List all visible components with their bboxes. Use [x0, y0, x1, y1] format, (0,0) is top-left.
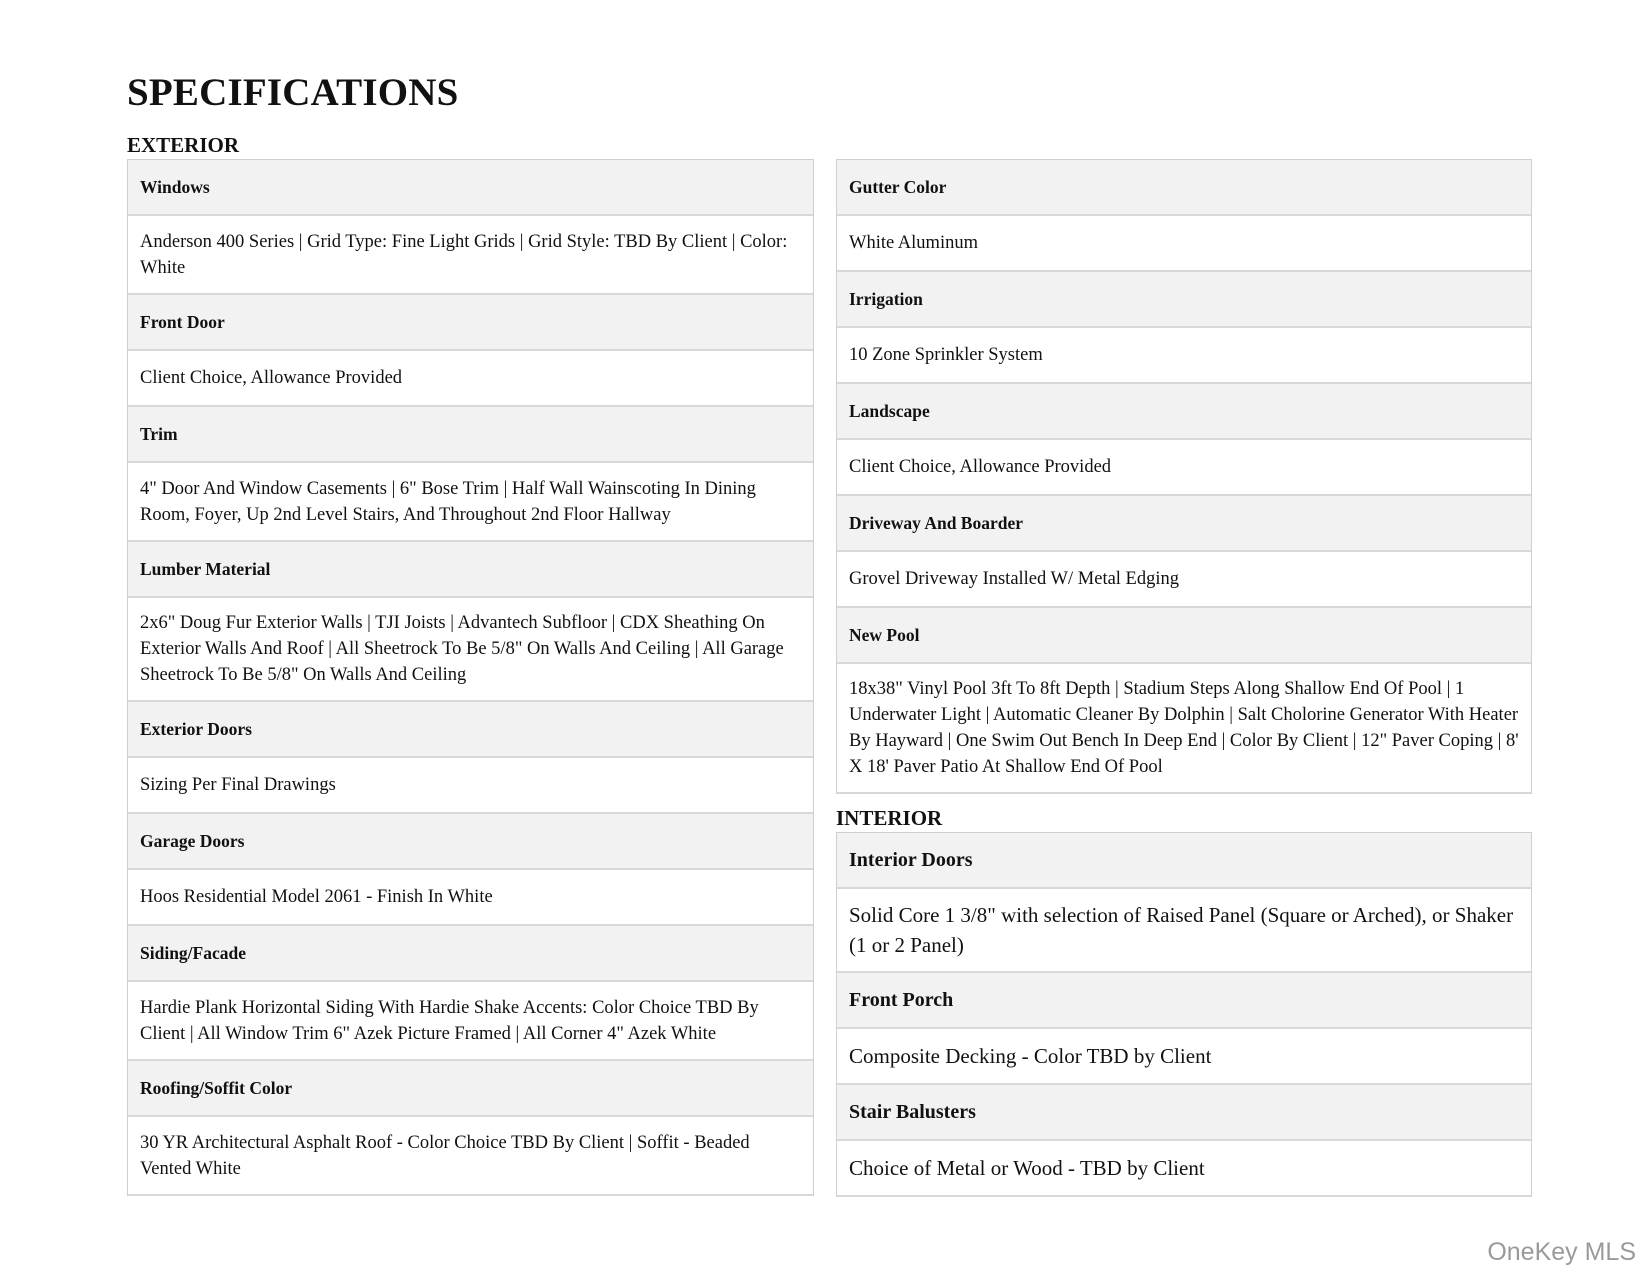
spec-value-siding-facade: Hardie Plank Horizontal Siding With Hardie Shake Accents: Color Choice TBD By Client | All Window Trim 6" Azek Picture Framed | All Corner 4" Azek White	[128, 982, 813, 1061]
watermark-logo: OneKey MLS	[1487, 1238, 1636, 1266]
spec-label-gutter-color: Gutter Color	[837, 160, 1531, 216]
spec-value-trim: 4" Door And Window Casements | 6" Bose Trim | Half Wall Wainscoting In Dining Room, Foyer, Up 2nd Level Stairs, And Throughout 2nd Floor Hallway	[128, 463, 813, 542]
spec-value-front-door: Client Choice, Allowance Provided	[128, 351, 813, 407]
spec-value-lumber-material: 2x6" Doug Fur Exterior Walls | TJI Joists | Advantech Subfloor | CDX Sheathing On Exterior Walls And Roof | All Sheetrock To Be 5/8" On Walls And Ceiling | All Garage Sheetrock To Be 5/8" On Walls And Ceiling	[128, 598, 813, 702]
spec-label-driveway-and-boarder: Driveway And Boarder	[837, 496, 1531, 552]
spec-label-lumber-material: Lumber Material	[128, 542, 813, 598]
spec-label-landscape: Landscape	[837, 384, 1531, 440]
spec-label-roofing-soffit-color: Roofing/Soffit Color	[128, 1061, 813, 1117]
interior-table	[836, 832, 1532, 1197]
spec-label-garage-doors: Garage Doors	[128, 814, 813, 870]
spec-label-siding-facade: Siding/Facade	[128, 926, 813, 982]
spec-value-stair-balusters: Choice of Metal or Wood - TBD by Client	[837, 1141, 1531, 1197]
exterior-heading: EXTERIOR	[127, 133, 240, 157]
spec-label-front-door: Front Door	[128, 295, 813, 351]
spec-value-exterior-doors: Sizing Per Final Drawings	[128, 758, 813, 814]
spec-label-front-porch: Front Porch	[837, 973, 1531, 1029]
spec-value-garage-doors: Hoos Residential Model 2061 - Finish In White	[128, 870, 813, 926]
spec-value-driveway-and-boarder: Grovel Driveway Installed W/ Metal Edging	[837, 552, 1531, 608]
spec-value-irrigation: 10 Zone Sprinkler System	[837, 328, 1531, 384]
spec-value-interior-doors: Solid Core 1 3/8" with selection of Raised Panel (Square or Arched), or Shaker (1 or 2 Panel)	[837, 889, 1531, 973]
spec-label-interior-doors: Interior Doors	[837, 833, 1531, 889]
spec-label-trim: Trim	[128, 407, 813, 463]
spec-label-stair-balusters: Stair Balusters	[837, 1085, 1531, 1141]
interior-heading: INTERIOR	[836, 806, 943, 830]
spec-label-irrigation: Irrigation	[837, 272, 1531, 328]
spec-label-exterior-doors: Exterior Doors	[128, 702, 813, 758]
exterior-right-table	[836, 159, 1532, 794]
spec-value-new-pool: 18x38" Vinyl Pool 3ft To 8ft Depth | Stadium Steps Along Shallow End Of Pool | 1 Underwater Light | Automatic Cleaner By Dolphin | Salt Cholorine Generator With Heater By Hayward | One Swim Out Bench In Deep End | Color By Client | 12" Paver Coping | 8' X 18' Paver Patio At Shallow End Of Pool	[837, 664, 1531, 794]
spec-value-gutter-color: White Aluminum	[837, 216, 1531, 272]
spec-value-roofing-soffit-color: 30 YR Architectural Asphalt Roof - Color Choice TBD By Client | Soffit - Beaded Vented White	[128, 1117, 813, 1196]
spec-value-front-porch: Composite Decking - Color TBD by Client	[837, 1029, 1531, 1085]
spec-label-windows: Windows	[128, 160, 813, 216]
spec-value-windows: Anderson 400 Series | Grid Type: Fine Light Grids | Grid Style: TBD By Client | Color: White	[128, 216, 813, 295]
page-title: SPECIFICATIONS	[127, 71, 459, 114]
spec-label-new-pool: New Pool	[837, 608, 1531, 664]
spec-value-landscape: Client Choice, Allowance Provided	[837, 440, 1531, 496]
exterior-left-table	[127, 159, 814, 1196]
